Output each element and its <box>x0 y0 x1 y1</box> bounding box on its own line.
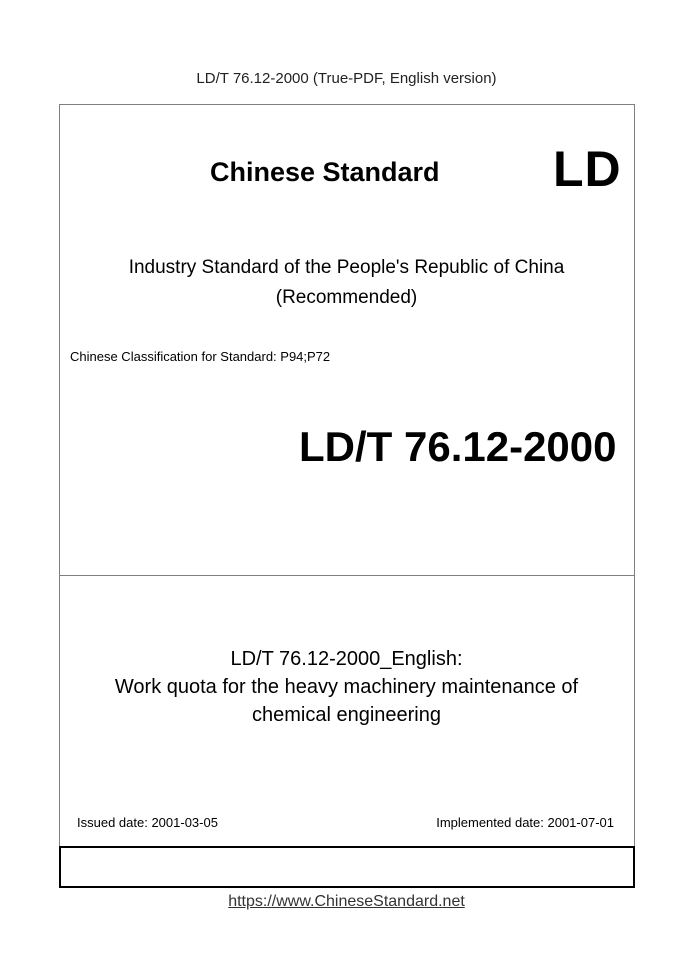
website-link[interactable]: https://www.ChineseStandard.net <box>228 893 465 910</box>
industry-standard-line: Industry Standard of the People's Republic of China <box>128 257 565 278</box>
document-title-line-3: chemical engineering <box>251 704 441 726</box>
document-title-line-1: LD/T 76.12-2000_English: <box>230 648 463 670</box>
standard-number: LD/T 76.12-2000 <box>299 423 617 470</box>
document-title-line-2: Work quota for the heavy machinery maintenance of <box>114 676 579 698</box>
recommended-label: (Recommended) <box>275 287 418 308</box>
implemented-date: Implemented date: 2001-07-01 <box>436 815 614 830</box>
cover-footer-box <box>59 846 635 888</box>
cover-title: Chinese Standard <box>210 157 440 187</box>
issued-date: Issued date: 2001-03-05 <box>77 815 218 830</box>
classification-line: Chinese Classification for Standard: P94;P72 <box>70 349 331 364</box>
ld-logo: LD <box>553 141 622 197</box>
page-header: LD/T 76.12-2000 (True-PDF, English version) <box>196 70 497 87</box>
